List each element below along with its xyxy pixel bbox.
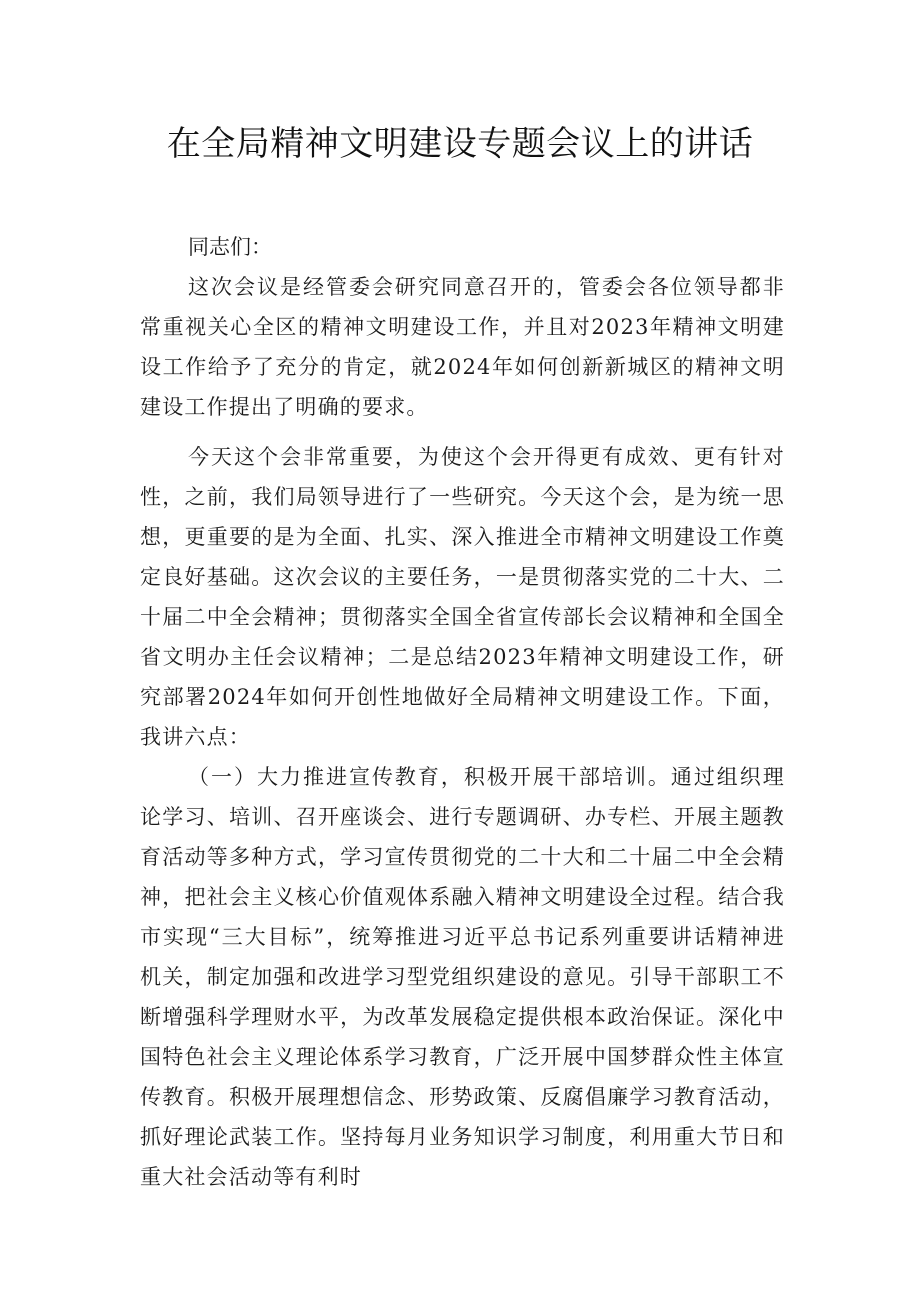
document-title: 在全局精神文明建设专题会议上的讲话 [166, 124, 754, 164]
document-body [140, 227, 785, 1197]
paragraph-section-one: （一）大力推进宣传教育，积极开展干部培训。通过组织理论学习、培训、召开座谈会、进行专题调研、办专栏、开展主题教育活动等多种方式，学习宣传贯彻党的二十大和二十届二中全会精神，把社会主义核心价值观体系融入精神文明建设全过程。结合我市实现“三大目标”，统筹推进习近平总书记系列重要讲话精神进机关，制定加强和改进学习型党组织建设的意见。引导干部职工不断增强科学理财水平，为改革发展稳定提供根本政治保证。深化中国特色社会主义理论体系学习教育，广泛开展中国梦群众性主体宣传教育。积极开展理想信念、形势政策、反腐倡廉学习教育活动，抓好理论武装工作。坚持每月业务知识学习制度，利用重大节日和重大社会活动等有利时 [140, 765, 785, 1189]
paragraph-meeting-tasks: 今天这个会非常重要，为使这个会开得更有成效、更有针对性，之前，我们局领导进行了一些研究。今天这个会，是为统一思想，更重要的是为全面、扎实、深入推进全市精神文明建设工作奠定良好基础。这次会议的主要任务，一是贯彻落实党的二十大、二十届二中全会精神；贯彻落实全国全省宣传部长会议精神和全国全省文明办主任会议精神；二是总结2023年精神文明建设工作，研究部署2024年如何开创性地做好全局精神文明建设工作。下面，我讲六点： [140, 445, 785, 749]
salutation: 同志们： [188, 235, 272, 259]
paragraph-intro: 这次会议是经管委会研究同意召开的，管委会各位领导都非常重视关心全区的精神文明建设工作，并且对2023年精神文明建设工作给予了充分的肯定，就2024年如何创新新城区的精神文明建设工作提出了明确的要求。 [140, 275, 785, 419]
